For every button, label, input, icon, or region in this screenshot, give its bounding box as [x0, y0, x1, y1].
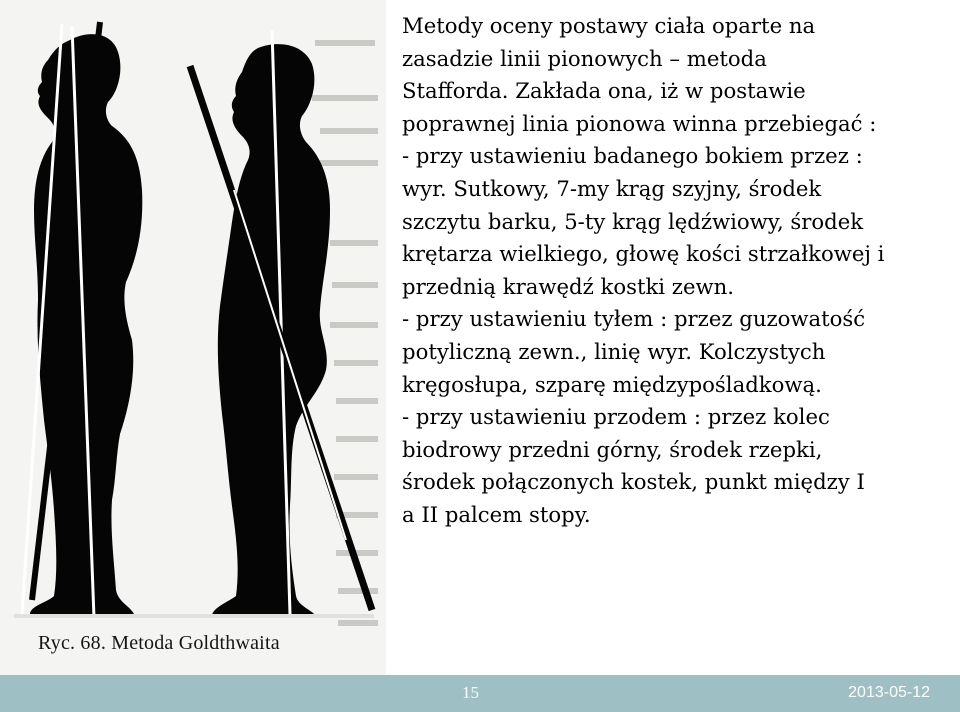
figure-caption: Ryc. 68. Metoda Goldthwaita	[38, 632, 280, 654]
posture-silhouettes-illustration	[0, 0, 386, 675]
text-line: przednią krawędź kostki zewn.	[402, 273, 735, 299]
ground-line	[14, 614, 374, 618]
slide-date: 2013-05-12	[848, 684, 930, 701]
text-line: - przy ustawieniu tyłem : przez guzowatość	[402, 306, 866, 332]
text-line: wyr. Sutkowy, 7-my krąg szyjny, środek	[402, 175, 822, 201]
text-line: szczytu barku, 5-ty krąg lędźwiowy, środek	[402, 208, 864, 234]
text-line: Metody oceny postawy ciała oparte na	[402, 13, 816, 38]
text-line: - przy ustawieniu badanego bokiem przez :	[402, 143, 863, 169]
text-line: poprawnej linia pionowa winna przebiegać :	[402, 110, 877, 136]
footer-bar	[0, 675, 960, 712]
text-line: zasadzie linii pionowych – metoda	[402, 45, 767, 71]
figure-scan	[0, 0, 386, 675]
text-line: kręgosłupa, szparę międzypośladkową.	[402, 371, 822, 397]
text-line: biodrowy przedni górny, środek rzepki,	[402, 436, 823, 462]
page-number: 15	[462, 683, 479, 702]
text-line: a II palcem stopy.	[402, 501, 591, 527]
text-line: - przy ustawieniu przodem : przez kolec	[402, 404, 830, 430]
text-line: krętarza wielkiego, głowę kości strzałkowej i	[402, 241, 885, 267]
right-silhouette	[212, 44, 330, 616]
text-line: Stafforda. Zakłada ona, iż w postawie	[402, 78, 806, 104]
text-line: środek połączonych kostek, punkt między I	[402, 469, 865, 495]
slide-body-text	[402, 10, 950, 532]
text-line: potyliczną zewn., linię wyr. Kolczystych	[402, 338, 826, 364]
